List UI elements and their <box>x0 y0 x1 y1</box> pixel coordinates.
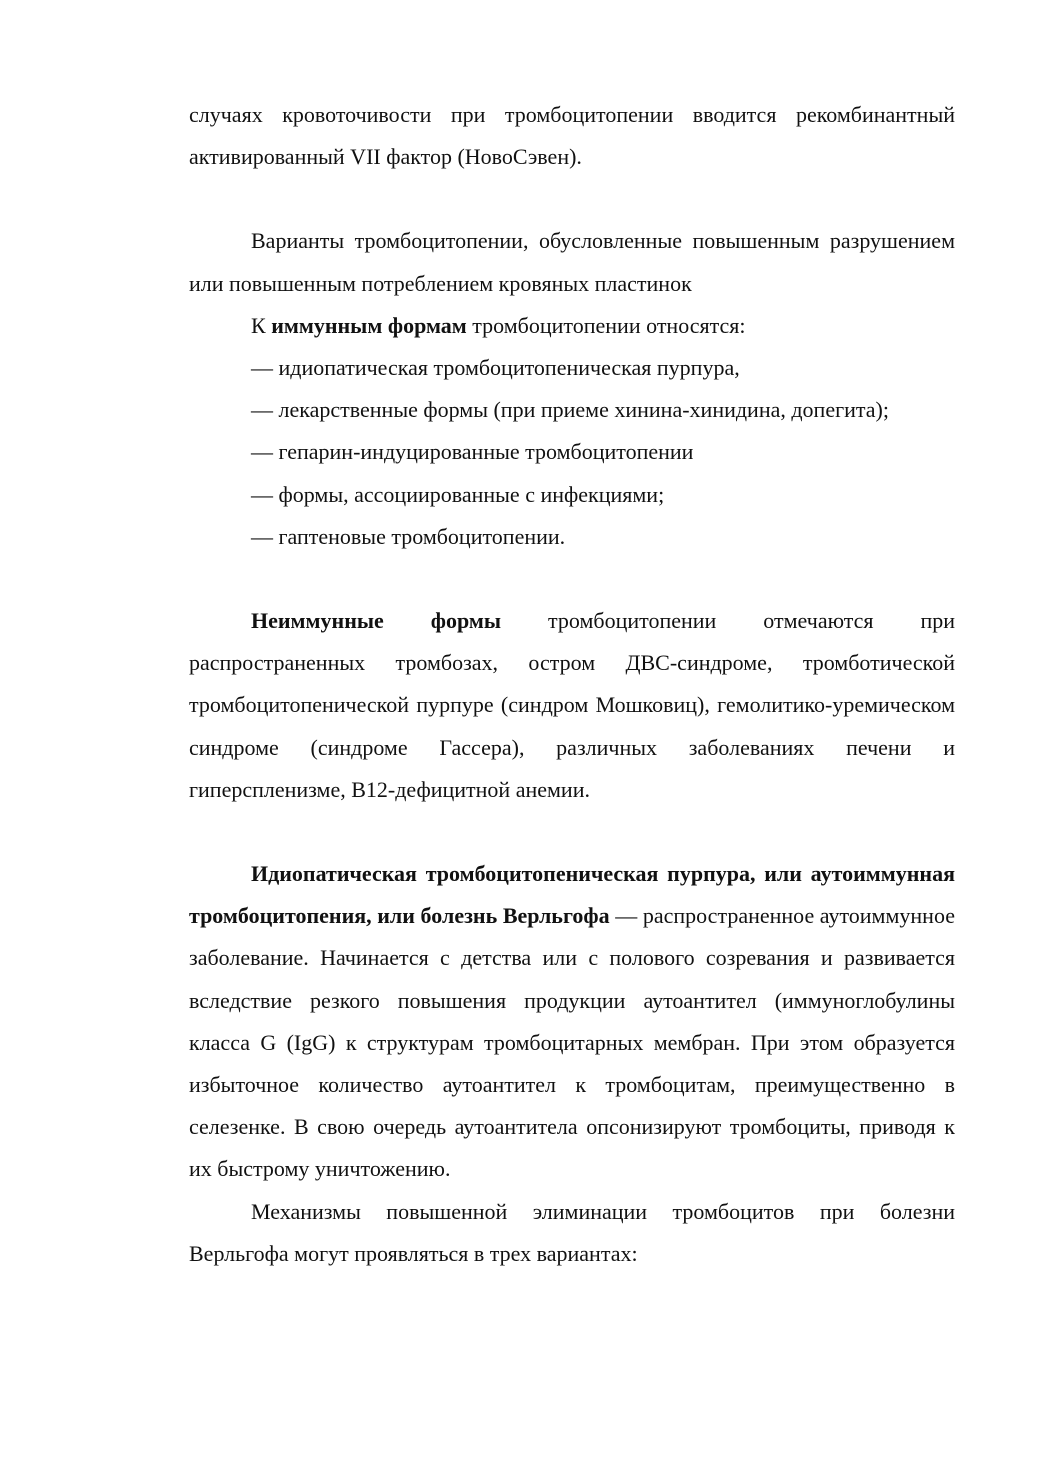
spacer <box>189 178 955 220</box>
paragraph-intro: случаях кровоточивости при тромбоцитопении вводится рекомбинантный активированный VII фактор (НовоСэвен). <box>189 102 955 170</box>
paragraph-mechanisms: Механизмы повышенной элиминации тромбоцитов при болезни Верльгофа могут проявляться в трех вариантах: <box>189 1198 955 1266</box>
list-item: — гаптеновые тромбоцитопении. <box>251 523 566 549</box>
spacer <box>189 811 955 853</box>
paragraph-nonimmune-forms: Неиммунные формы тромбоцитопении отмечаются при распространенных тромбозах, остром ДВС-синдроме, тромботической тромбоцитопенической пурпуре (синдром Мошковиц), гемолитико-уремическом синдроме (синдроме Гассера), различных заболеваниях печени и гиперспленизме, В12-дефицитной анемии. <box>189 608 955 802</box>
paragraph-itp: Идиопатическая тромбоцитопеническая пурпура, или аутоиммунная тромбоцитопения, или болезнь Верльгофа — распространенное аутоиммунное заболевание. Начинается с детства или с полового созревания и развивается вследствие резкого повышения продукции аутоантител (иммуноглобулины класса G (IgG) к структурам тромбоцитарных мембран. При этом образуется избыточное количество аутоантител к тромбоцитам, преимущественно в селезенке. В свою очередь аутоантитела опсонизируют тромбоциты, приводя к их быстрому уничтожению. <box>189 861 955 1182</box>
document-page <box>189 94 955 1275</box>
spacer <box>189 558 955 600</box>
paragraph-immune-forms: К иммунным формам тромбоцитопении относятся: <box>251 312 746 338</box>
nonimmune-forms-term: Неиммунные формы <box>251 608 502 634</box>
immune-forms-term: иммунным формам <box>271 312 467 338</box>
list-item: — гепарин-индуцированные тромбоцитопении <box>251 439 694 465</box>
list-item: — идиопатическая тромбоцитопеническая пурпура, <box>251 355 740 381</box>
paragraph-variants-heading: Варианты тромбоцитопении, обусловленные повышенным разрушением или повышенным потреблением кровяных пластинок <box>189 228 955 296</box>
itp-term: Идиопатическая тромбоцитопеническая пурпура, или аутоиммунная тромбоцитопения, или болезнь Верльгофа <box>189 861 955 929</box>
list-item: — формы, ассоциированные с инфекциями; <box>251 481 665 507</box>
list-item: — лекарственные формы (при приеме хинина-хинидина, допегита); <box>251 397 889 423</box>
